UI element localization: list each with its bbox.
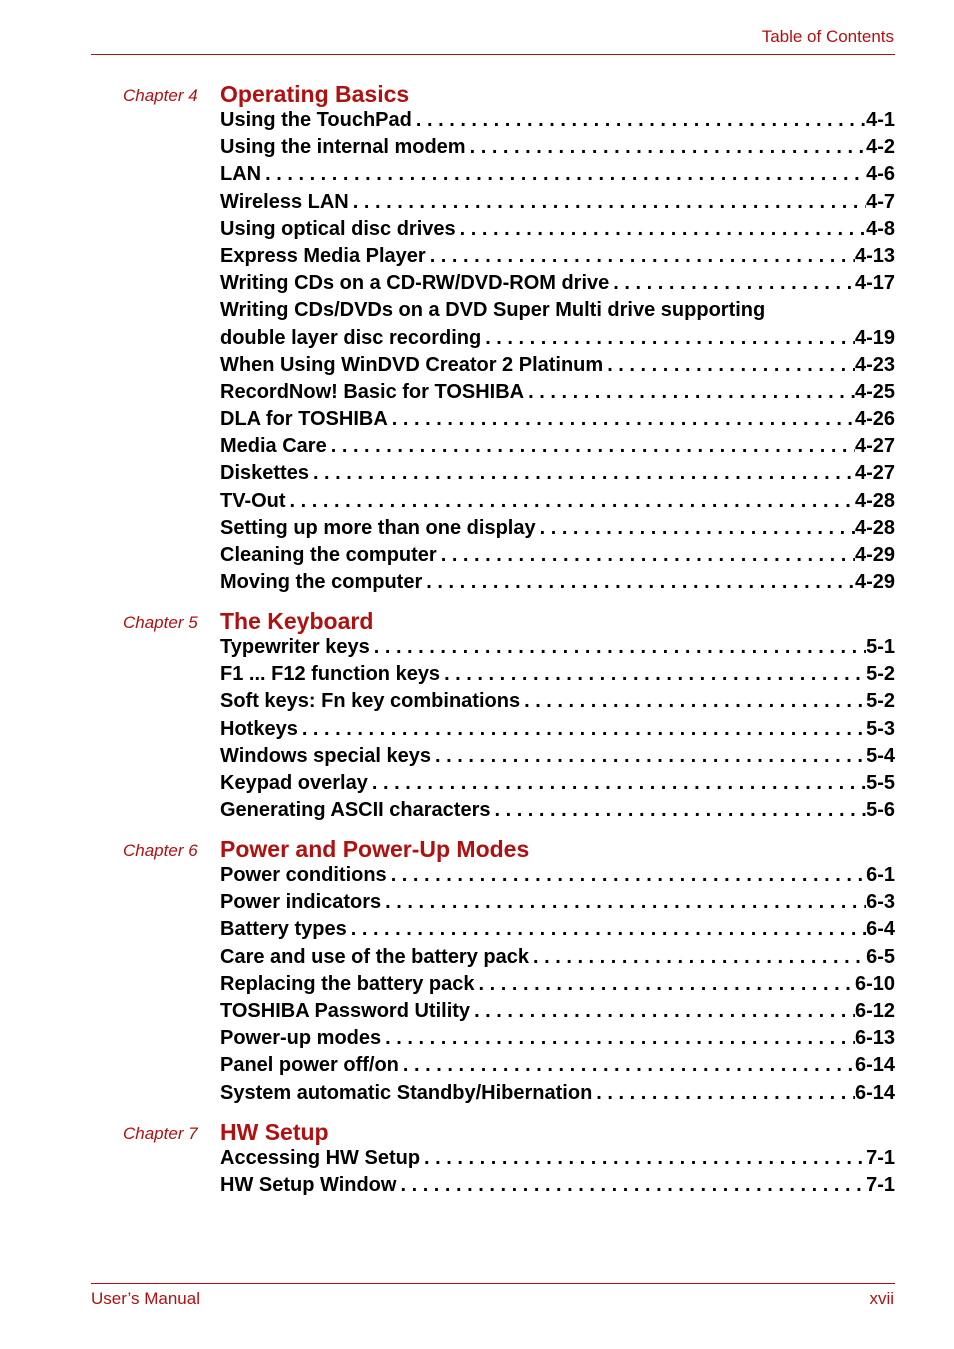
toc-dot-leader [470,998,855,1025]
toc-entry[interactable] [220,1080,895,1107]
toc-entry-title: Setting up more than one display [220,516,536,539]
toc-entry-title: LAN [220,163,262,186]
toc-entry-page: 6-5 [866,945,895,968]
toc-entry-list [220,1145,895,1199]
chapter-title[interactable]: The Keyboard [220,608,374,634]
toc-entry-page: 4-8 [866,217,895,240]
toc-entry[interactable] [220,862,895,889]
toc-entry[interactable] [220,743,895,770]
chapter-label: Chapter 5 [123,613,198,632]
toc-entry-title: Accessing HW Setup [220,1147,421,1169]
toc-dot-leader [368,770,866,797]
toc-entry[interactable] [220,107,895,134]
toc-dot-leader [412,107,866,134]
toc-dot-leader [261,161,866,188]
toc-entry-page: 6-1 [866,864,895,886]
toc-entry-page: 4-6 [866,163,895,186]
toc-entry-page: 5-2 [866,663,895,686]
toc-entry-title: Battery types [220,918,347,941]
toc-dot-leader [370,634,866,661]
toc-entry[interactable] [220,352,895,379]
toc-entry[interactable] [220,770,895,797]
toc-entry-title: Media Care [220,435,327,458]
toc-entry-title: Wireless LAN [220,190,349,213]
chapter-title[interactable]: Operating Basics [220,81,410,107]
toc-entry-page: 4-2 [866,136,895,159]
toc-entry-title: RecordNow! Basic for TOSHIBA [220,380,525,403]
toc-dot-leader [426,243,855,270]
chapter-label: Chapter 4 [123,86,198,105]
toc-dot-leader [592,1080,855,1107]
toc-entry-title: System automatic Standby/Hibernation [220,1081,593,1104]
toc-dot-leader [466,134,867,161]
toc-dot-leader [286,488,855,515]
toc-entry[interactable] [220,379,895,406]
toc-dot-leader [396,1172,866,1199]
toc-entry-title: Keypad overlay [220,771,368,794]
toc-entry[interactable] [220,944,895,971]
toc-entry[interactable] [220,270,895,297]
toc-dot-leader [520,688,866,715]
chapter-title[interactable]: HW Setup [220,1119,329,1145]
toc-entry-title: Replacing the battery pack [220,972,475,995]
toc-entry[interactable] [220,161,895,188]
toc-entry-page: 4-19 [854,326,895,349]
toc-entry[interactable] [220,688,895,715]
toc-entry[interactable] [220,488,895,515]
toc-dot-leader [437,542,855,569]
toc-entry-page: 5-6 [866,799,895,822]
toc-dot-leader [388,406,855,433]
toc-entry-page: 6-3 [866,891,895,914]
toc-entry-page: 4-1 [866,109,895,131]
toc-entry-title: HW Setup Window [220,1174,397,1197]
toc-entry-title: Diskettes [220,462,309,485]
toc-entry[interactable] [220,916,895,943]
toc-dot-leader [420,1145,866,1172]
toc-entry-page: 7-1 [866,1174,895,1197]
toc-entry[interactable] [220,569,895,596]
toc-dot-leader [381,889,866,916]
toc-entry-page: 5-4 [866,744,895,767]
toc-entry-page: 6-14 [854,1081,895,1104]
toc-entry[interactable] [220,406,895,433]
toc-dot-leader [481,325,855,352]
toc-dot-leader [422,569,855,596]
toc-entry[interactable] [220,661,895,688]
toc-dot-leader [609,270,855,297]
toc-entry-title: Using optical disc drives [220,217,456,240]
toc-dot-leader [349,189,866,216]
toc-entry-title: Cleaning the computer [220,544,437,566]
toc-entry-title: F1 ... F12 function keys [220,663,441,686]
toc-entry-page: 4-28 [854,516,895,539]
toc-entry[interactable] [220,216,895,243]
toc-entry-title: Care and use of the battery pack [220,945,529,968]
toc-entry[interactable] [220,1145,895,1172]
toc-entry-title: Writing CDs/DVDs on a DVD Super Multi drive supporting [220,299,766,322]
toc-entry-title: Hotkeys [220,717,298,740]
toc-entry-page: 5-3 [866,717,895,740]
toc-entry[interactable] [220,1025,895,1052]
toc-entry-page: 6-14 [854,1054,895,1077]
toc-entry-page: 4-28 [854,489,895,512]
toc-dot-leader [456,216,866,243]
toc-dot-leader [536,515,855,542]
chapter-title[interactable]: Power and Power-Up Modes [220,836,530,862]
toc-entry[interactable] [220,716,895,743]
footer-page-number: xvii [869,1289,894,1308]
toc-entry-page: 5-1 [866,636,895,658]
toc-entry-title: Soft keys: Fn key combinations [220,690,521,713]
toc-entry[interactable] [220,134,895,161]
toc-dot-leader [309,460,855,487]
toc-entry-page: 6-10 [854,972,895,995]
toc-dot-leader [387,862,866,889]
toc-entry-page: 4-13 [854,244,895,267]
toc-entry-list [220,862,895,1107]
toc-entry-title: Express Media Player [220,244,426,267]
toc-entry-title: Windows special keys [220,744,432,767]
toc-entry-page: 6-13 [854,1027,895,1050]
toc-entry[interactable] [220,243,895,270]
toc-entry-page: 4-29 [854,544,895,566]
toc-entry[interactable] [220,634,895,661]
toc-entry-title: TOSHIBA Password Utility [220,999,471,1022]
toc-entry-page: 4-23 [854,353,895,376]
toc-entry[interactable] [220,889,895,916]
toc-entry-title: Power conditions [220,864,387,886]
toc-entry[interactable] [220,433,895,460]
footer-rule [91,1283,895,1284]
toc-entry-page: 4-27 [854,435,895,458]
toc-entry[interactable] [220,998,895,1025]
toc-entry-page: 6-12 [854,999,895,1022]
toc-entry[interactable] [220,460,895,487]
toc-entry-title: Generating ASCII characters [220,799,491,822]
toc-entry-page: 6-4 [866,918,895,941]
toc-entry-page: 4-7 [866,190,895,213]
toc-entry-list [220,107,895,596]
toc-dot-leader [529,944,866,971]
toc-dot-leader [475,971,855,998]
toc-dot-leader [490,797,866,824]
toc-entry[interactable] [220,515,895,542]
header-rule [91,54,895,55]
toc-entry-page: 4-27 [854,462,895,485]
footer-manual-title: User’s Manual [91,1289,200,1308]
toc-entry-page: 5-5 [866,771,895,794]
toc-entry[interactable] [220,189,895,216]
toc-entry-title: DLA for TOSHIBA [220,408,388,431]
toc-entry-title: Writing CDs on a CD-RW/DVD-ROM drive [220,272,610,295]
toc-dot-leader [298,716,866,743]
toc-entry[interactable] [220,1172,895,1199]
chapter-label: Chapter 7 [123,1124,198,1143]
toc-entry[interactable] [220,1052,895,1079]
chapter-label: Chapter 6 [123,841,198,860]
toc-dot-leader [381,1025,855,1052]
header-title: Table of Contents [761,27,894,46]
toc-entry-list [220,634,895,824]
toc-entry-title: TV-Out [220,489,286,512]
toc-dot-leader [524,379,855,406]
toc-entry-page: 4-25 [854,380,895,403]
toc-entry-page: 7-1 [866,1147,895,1169]
toc-entry[interactable] [220,797,895,824]
toc-entry-title: Panel power off/on [220,1054,399,1077]
toc-entry-title: When Using WinDVD Creator 2 Platinum [220,353,604,376]
toc-entry[interactable] [220,325,895,352]
toc-entry[interactable] [220,297,895,324]
toc-dot-leader [431,743,866,770]
toc-entry-title: Moving the computer [220,571,423,594]
toc-dot-leader [347,916,866,943]
toc-dot-leader [603,352,855,379]
toc-dot-leader [327,433,855,460]
toc-entry-title: Typewriter keys [220,636,370,658]
toc-entry-title: Power-up modes [220,1027,382,1050]
toc-entry-page: 4-26 [854,408,895,431]
toc-entry[interactable] [220,542,895,569]
toc-entry-title: Using the TouchPad [220,109,412,131]
toc-entry-title: Power indicators [220,891,382,914]
toc-dot-leader [440,661,866,688]
toc-entry-title: Using the internal modem [220,136,466,159]
toc-entry-title: double layer disc recording [220,326,482,349]
toc-entry-page: 4-17 [854,272,895,295]
toc-dot-leader [399,1052,855,1079]
toc-entry[interactable] [220,971,895,998]
toc-entry-page: 5-2 [866,690,895,713]
toc-entry-page: 4-29 [854,571,895,594]
